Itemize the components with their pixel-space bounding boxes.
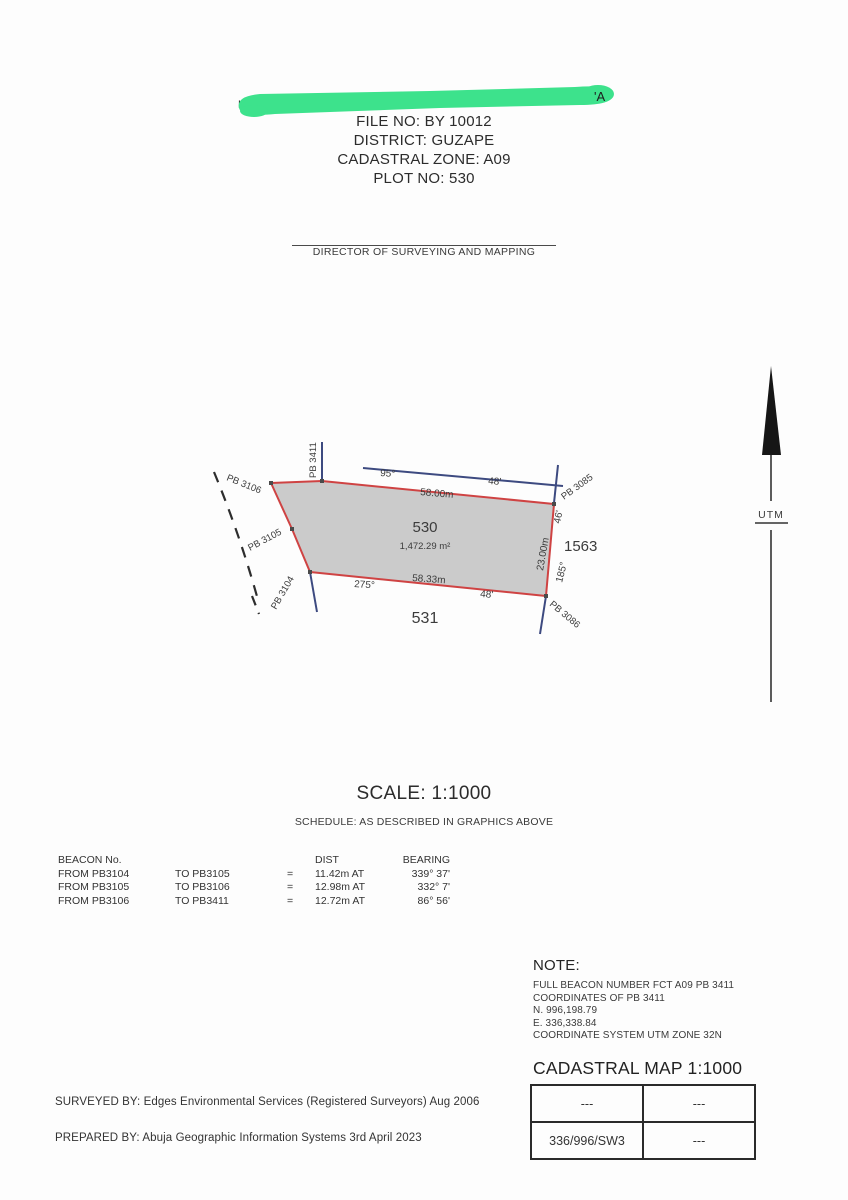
scale-title: SCALE: 1:1000 xyxy=(356,783,492,804)
scale-block xyxy=(0,783,848,828)
plot-area-label: 1,472.29 m² xyxy=(399,541,451,552)
beacon-label-pb3086: PB 3086 xyxy=(547,598,583,631)
row3-eq: = xyxy=(287,894,294,907)
right-edge-distance: 23.00m xyxy=(535,536,552,572)
plot-number-label: 530 xyxy=(412,519,438,536)
note-heading: NOTE: xyxy=(533,957,580,974)
bearing-header: BEARING xyxy=(402,854,450,866)
row3-bearing: 86° 56' xyxy=(417,894,450,907)
beacon-no-header: BEACON No. xyxy=(58,854,122,866)
note-line: E. 336,338.84 xyxy=(533,1017,597,1029)
north-arrow-head xyxy=(762,366,781,455)
survey-line-pb3086 xyxy=(540,596,546,634)
row1-from: FROM PB3104 xyxy=(58,867,130,880)
row3-from: FROM PB3106 xyxy=(58,894,130,907)
schedule-note: SCHEDULE: AS DESCRIBED IN GRAPHICS ABOVE xyxy=(294,816,554,828)
surveyed-by-line: SURVEYED BY: Edges Environmental Services (Registered Surveyors) Aug 2006 xyxy=(55,1096,480,1108)
dist-header: DIST xyxy=(315,854,339,866)
beacon-label-pb3085: PB 3085 xyxy=(559,472,596,503)
top-edge-distance: 58.00m xyxy=(419,487,454,501)
row2-eq: = xyxy=(287,881,294,893)
beacon-table-row xyxy=(58,881,450,895)
note-line: FULL BEACON NUMBER FCT A09 PB 3411 xyxy=(533,980,735,991)
note-line: COORDINATES OF PB 3411 xyxy=(533,992,665,1004)
note-line: N. 996,198.79 xyxy=(533,1005,598,1017)
beacon-table-row xyxy=(58,868,450,882)
row3-dist: 12.72m AT xyxy=(315,894,365,907)
adjacent-plot-right-label: 1563 xyxy=(564,538,598,555)
bottom-edge-angle-left: 275° xyxy=(353,579,376,592)
north-arrow-label: UTM xyxy=(758,509,784,521)
plot-survey-diagram xyxy=(180,420,660,660)
beacon-table-header-row xyxy=(58,854,450,868)
row2-bearing: 332° 7' xyxy=(417,881,450,893)
ref-cell: --- xyxy=(531,1085,643,1122)
north-arrow xyxy=(740,358,804,708)
beacon-label-pb3106: PB 3106 xyxy=(224,472,263,497)
beacon-table-row xyxy=(58,895,450,909)
row3-to: TO PB3411 xyxy=(175,894,229,907)
row2-dist: 12.98m AT xyxy=(315,881,365,893)
top-edge-angle-left: 95° xyxy=(379,468,396,481)
right-edge-angle-bottom: 185° xyxy=(554,560,570,584)
bottom-edge-angle-right: 48' xyxy=(479,589,494,601)
beacon-bearing-table xyxy=(58,854,450,908)
cadastral-map-title: CADASTRAL MAP 1:1000 xyxy=(533,1058,743,1078)
reference-table-row xyxy=(531,1122,755,1159)
note-block xyxy=(533,957,813,1043)
survey-line-pb3104 xyxy=(310,572,317,612)
row1-eq: = xyxy=(287,867,294,880)
dashed-boundary-tick xyxy=(252,596,259,614)
top-edge-angle-right: 48' xyxy=(487,476,502,488)
beacon-label-pb3105: PB 3105 xyxy=(246,526,284,554)
ref-cell-sheet-no: 336/996/SW3 xyxy=(531,1122,643,1159)
obscured-title-fragment-right: 'A xyxy=(594,89,606,104)
row2-to: TO PB3106 xyxy=(175,881,230,893)
row1-dist: 11.42m AT xyxy=(315,867,365,880)
row2-from: FROM PB3105 xyxy=(58,881,130,893)
signature-title: DIRECTOR OF SURVEYING AND MAPPING xyxy=(312,246,536,258)
reference-table-row xyxy=(531,1085,755,1122)
file-no: FILE NO: BY 10012 xyxy=(356,113,492,130)
ref-cell: --- xyxy=(643,1085,755,1122)
row1-bearing: 339° 37' xyxy=(411,867,450,880)
district: DISTRICT: GUZAPE xyxy=(353,132,495,149)
green-highlighter-redaction xyxy=(230,80,630,126)
signature-block xyxy=(292,245,556,258)
cadastral-zone: CADASTRAL ZONE: A09 xyxy=(337,151,511,168)
note-line: COORDINATE SYSTEM UTM ZONE 32N xyxy=(533,1030,722,1042)
row1-to: TO PB3105 xyxy=(175,867,230,880)
adjacent-plot-bottom-label: 531 xyxy=(411,610,439,627)
right-edge-angle-top: 46' xyxy=(552,509,566,525)
bottom-edge-distance: 58.33m xyxy=(411,573,446,587)
reference-table xyxy=(530,1084,756,1160)
beacon-label-pb3411: PB 3411 xyxy=(308,442,319,478)
beacon-label-pb3104: PB 3104 xyxy=(269,574,297,612)
prepared-by-line: PREPARED BY: Abuja Geographic Information Systems 3rd April 2023 xyxy=(55,1132,422,1144)
plot-no: PLOT NO: 530 xyxy=(373,170,475,187)
ref-cell: --- xyxy=(643,1122,755,1159)
